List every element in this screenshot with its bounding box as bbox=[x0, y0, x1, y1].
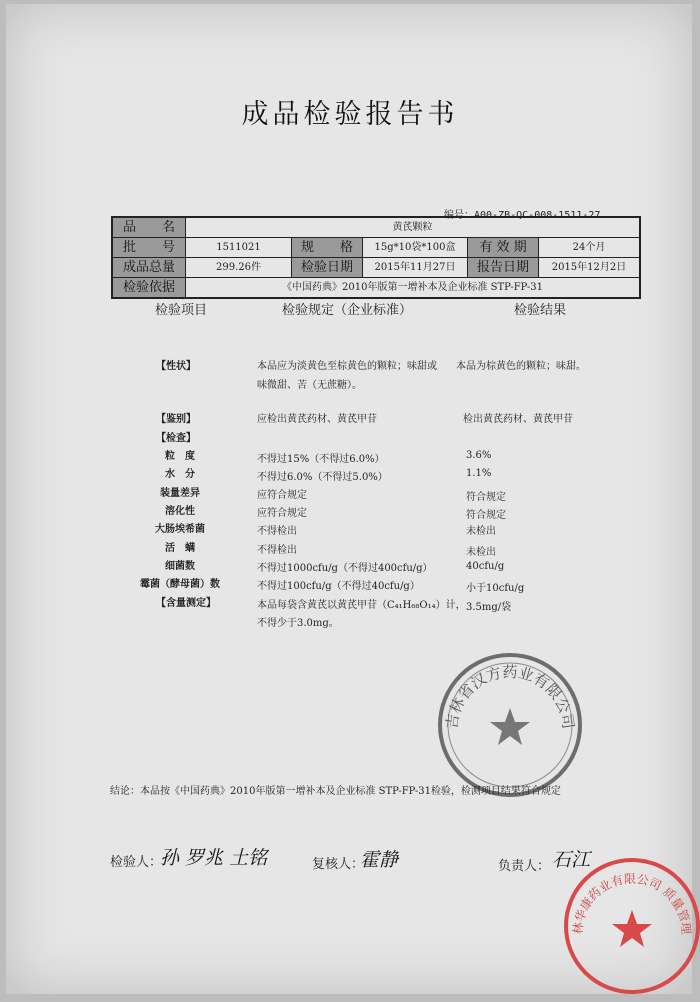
spec-lidu: 不得过15%（不得过6.0%） bbox=[257, 454, 385, 465]
result-zhuangliang: 符合规定 bbox=[466, 492, 506, 503]
product-value: 黄芪颗粒 bbox=[392, 222, 433, 233]
header-row-product bbox=[113, 218, 639, 238]
item-label-huoman: 活 螨 bbox=[165, 543, 195, 554]
batch-label: 批 号 bbox=[113, 238, 186, 257]
section-label-hanliang: 【含量测定】 bbox=[156, 598, 216, 609]
header-row-total bbox=[113, 258, 639, 278]
batch-value: 1511021 bbox=[186, 238, 292, 257]
spec-value: 15g*10袋*100盒 bbox=[363, 238, 468, 257]
reviewer-label: 复核人： bbox=[312, 857, 365, 872]
result-lidu: 3.6% bbox=[466, 450, 492, 461]
inspector-label: 检验人： bbox=[110, 855, 163, 870]
item-label-dachang: 大肠埃希菌 bbox=[155, 524, 205, 535]
total-label: 成品总量 bbox=[113, 258, 186, 277]
spec-huoman: 不得检出 bbox=[257, 545, 297, 556]
spec-xijun: 不得过1000cfu/g（不得过400cfu/g） bbox=[257, 563, 433, 574]
result-xijun: 40cfu/g bbox=[466, 561, 505, 572]
spec-hanliang-line2: 不得少于3.0mg。 bbox=[257, 618, 339, 629]
company-seal-text: 吉林省汉方药业有限公司 bbox=[442, 663, 578, 731]
item-label-xijun: 细菌数 bbox=[165, 561, 195, 572]
spec-label: 规 格 bbox=[292, 238, 363, 257]
responsible-label: 负责人： bbox=[498, 859, 551, 874]
result-ronghuaxing: 符合规定 bbox=[466, 510, 506, 521]
spec-dachang: 不得检出 bbox=[257, 526, 297, 537]
item-label-zhuangliang: 装量差异 bbox=[160, 488, 200, 499]
basis-value: 《中国药典》2010年版第一增补本及企业标准 STP-FP-31 bbox=[282, 282, 543, 293]
spec-hanliang-line1: 本品每袋含黄芪以黄芪甲苷（C₄₁H₆₈O₁₄）计， bbox=[257, 600, 466, 611]
section-label-jianbie: 【鉴别】 bbox=[156, 414, 196, 425]
product-label: 品 名 bbox=[113, 218, 186, 237]
responsible-signature: 石江 bbox=[552, 849, 591, 871]
spec-ronghuaxing: 应符合规定 bbox=[257, 508, 307, 519]
item-label-lidu: 粒 度 bbox=[165, 451, 195, 462]
item-label-ronghuaxing: 溶化性 bbox=[165, 506, 195, 517]
qa-seal-text: 林华康药业有限公司 质量管理 bbox=[570, 871, 694, 935]
column-header-item: 检验项目 bbox=[155, 303, 208, 318]
result-huoman: 未检出 bbox=[466, 547, 496, 558]
result-shuifen: 1.1% bbox=[466, 468, 492, 479]
column-header-rule: 检验规定（企业标准） bbox=[282, 303, 413, 318]
qa-seal bbox=[560, 848, 700, 998]
spec-jianbie: 应检出黄芪药材、黄芪甲苷 bbox=[257, 414, 377, 425]
spec-shuifen: 不得过6.0%（不得过5.0%） bbox=[257, 472, 388, 483]
report-date-value: 2015年12月2日 bbox=[551, 262, 627, 273]
report-date-label: 报告日期 bbox=[468, 258, 539, 277]
result-dachang: 未检出 bbox=[466, 526, 496, 537]
result-xingzhuang: 本品为棕黄色的颗粒；味甜。 bbox=[456, 361, 586, 372]
header-row-basis bbox=[113, 278, 639, 297]
validity-label: 有 效 期 bbox=[468, 238, 539, 257]
validity-value: 24个月 bbox=[572, 242, 606, 253]
result-jianbie: 检出黄芪药材、黄芪甲苷 bbox=[463, 414, 573, 425]
item-label-shuifen: 水 分 bbox=[165, 469, 195, 480]
total-value: 299.26件 bbox=[186, 258, 292, 277]
section-label-xingzhuang: 【性状】 bbox=[156, 361, 196, 372]
item-label-meijun: 霉菌（酵母菌）数 bbox=[140, 579, 220, 590]
conclusion-text: 结论：本品按《中国药典》2010年版第一增补本及企业标准 STP-FP-31检验，检测项目结果符合规定 bbox=[110, 786, 561, 797]
spec-xingzhuang-line1: 本品应为淡黄色至棕黄色的颗粒；味甜或 bbox=[257, 361, 437, 372]
header-row-batch bbox=[113, 238, 639, 258]
inspector-signature: 孙 罗兆 土铭 bbox=[160, 847, 268, 869]
section-label-jiancha: 【检查】 bbox=[156, 433, 196, 444]
company-seal bbox=[435, 650, 585, 800]
inspect-date-label: 检验日期 bbox=[292, 258, 363, 277]
basis-label: 检验依据 bbox=[113, 278, 186, 297]
column-header-result: 检验结果 bbox=[514, 303, 567, 318]
page-title: 成品检验报告书 bbox=[241, 99, 459, 130]
spec-zhuangliang: 应符合规定 bbox=[257, 490, 307, 501]
result-meijun: 小于10cfu/g bbox=[466, 583, 525, 594]
header-table bbox=[111, 216, 641, 299]
result-hanliang: 3.5mg/袋 bbox=[466, 602, 512, 613]
spec-meijun: 不得过100cfu/g（不得过40cfu/g） bbox=[257, 581, 420, 592]
inspect-date-value: 2015年11月27日 bbox=[363, 258, 468, 277]
document-number: 编号：A00-ZB-QC-008-1511-27 bbox=[444, 210, 601, 221]
reviewer-signature: 霍静 bbox=[360, 849, 399, 871]
spec-xingzhuang-line2: 味微甜、苦（无蔗糖）。 bbox=[257, 380, 362, 391]
